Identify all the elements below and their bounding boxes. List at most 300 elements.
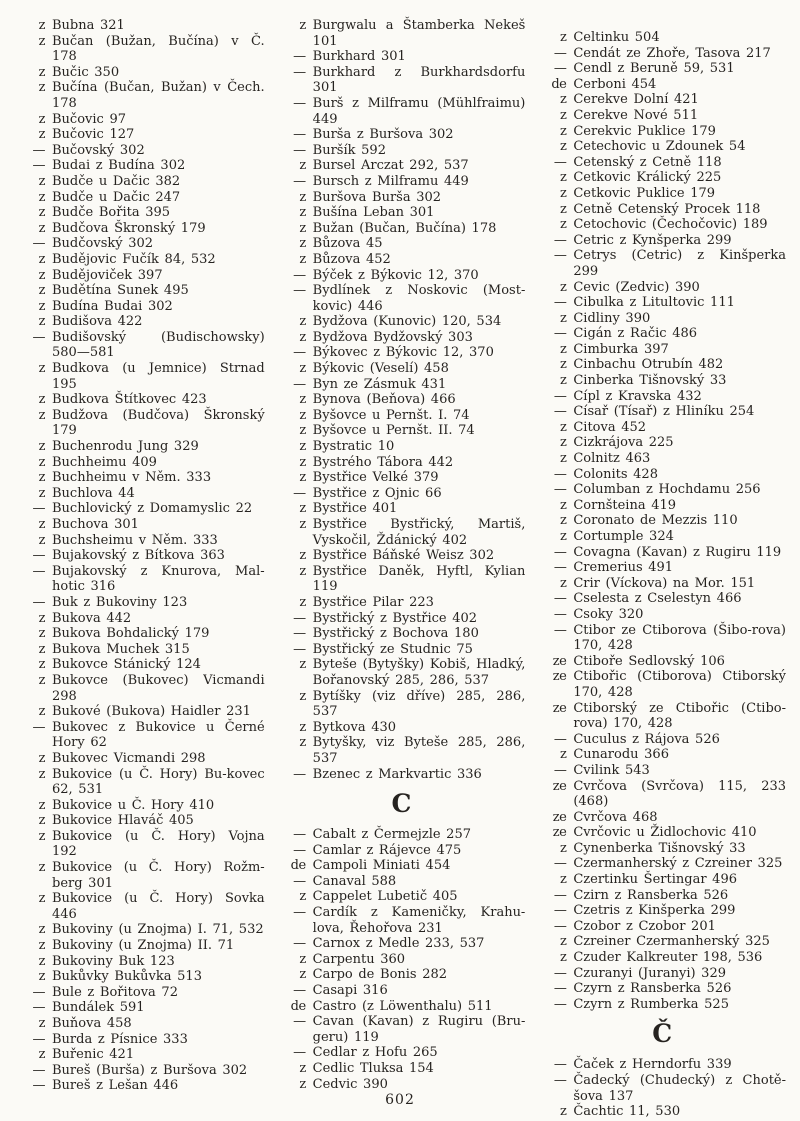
entry-prefix: z bbox=[299, 314, 306, 330]
index-entry bbox=[539, 186, 786, 202]
entry-text: Bukova Bohdalický 179 bbox=[52, 626, 210, 642]
entry-prefix: — bbox=[293, 49, 306, 65]
entry-prefix: z bbox=[38, 828, 45, 844]
index-entry bbox=[18, 252, 265, 268]
entry-prefix: z bbox=[299, 470, 306, 486]
index-entry bbox=[539, 498, 786, 514]
entry-prefix: z bbox=[559, 529, 567, 544]
entry-text: Budai z Budína 302 bbox=[52, 158, 186, 174]
entry-prefix: — bbox=[32, 329, 45, 345]
entry-prefix: — bbox=[553, 622, 567, 638]
entry-text: Buchlova 44 bbox=[52, 485, 135, 501]
entry-prefix: — bbox=[32, 1031, 45, 1047]
index-entry bbox=[539, 591, 786, 607]
index-entry bbox=[18, 34, 265, 65]
entry-prefix: — bbox=[293, 95, 306, 111]
index-entry bbox=[539, 997, 786, 1013]
index-entry bbox=[18, 236, 265, 252]
entry-prefix: ze bbox=[552, 700, 567, 716]
entry-prefix: ze bbox=[552, 653, 567, 669]
entry-prefix: — bbox=[553, 482, 567, 498]
entry-prefix: — bbox=[553, 606, 567, 622]
entry-prefix: — bbox=[32, 501, 45, 517]
section-heading: Č bbox=[652, 1019, 674, 1049]
index-entry bbox=[18, 486, 265, 502]
index-entry bbox=[539, 763, 786, 779]
entry-prefix: — bbox=[553, 965, 567, 981]
entry-prefix: z bbox=[299, 657, 306, 673]
index-entry bbox=[18, 1016, 265, 1032]
entry-text: Cerboni 454 bbox=[573, 76, 657, 92]
entry-prefix: — bbox=[553, 591, 567, 607]
entry-prefix: z bbox=[299, 158, 306, 174]
entry-text: Bůzova 45 bbox=[312, 236, 383, 252]
entry-text: Czermanherský z Czreiner 325 bbox=[573, 856, 783, 872]
entry-prefix: z bbox=[38, 189, 45, 205]
entry-prefix: — bbox=[553, 981, 567, 997]
entry-prefix: z bbox=[38, 64, 45, 80]
entry-prefix: — bbox=[293, 766, 306, 782]
entry-prefix: z bbox=[38, 173, 45, 189]
entry-text: Bundálek 591 bbox=[52, 1000, 145, 1016]
index-entry bbox=[539, 389, 786, 405]
index-entry bbox=[539, 981, 786, 997]
entry-prefix: z bbox=[559, 513, 567, 529]
entry-text: Cetric z Kynšperka 299 bbox=[573, 232, 732, 248]
entry-prefix: z bbox=[38, 766, 45, 782]
index-column-2 bbox=[279, 18, 526, 1092]
index-entry bbox=[539, 934, 786, 950]
index-entry bbox=[18, 829, 265, 860]
index-entry bbox=[539, 872, 786, 888]
index-entry bbox=[18, 361, 265, 392]
entry-text: Bystřice Bystřický, Martiš, Vyskočil, Ždánický 402 bbox=[312, 517, 526, 548]
entry-text: Bukovec z Bukovice u Černé Hory 62 bbox=[52, 719, 265, 751]
index-entry bbox=[18, 1063, 265, 1079]
entry-prefix: z bbox=[299, 18, 306, 33]
index-entry bbox=[279, 843, 526, 859]
index-entry bbox=[18, 65, 265, 81]
index-entry bbox=[279, 548, 526, 564]
entry-prefix: z bbox=[38, 361, 45, 377]
entry-text: Bučína (Bučan, Bužan) v Čech. 178 bbox=[52, 80, 265, 111]
index-entry bbox=[279, 657, 526, 688]
entry-text: Bučovic 97 bbox=[52, 111, 126, 127]
index-entry bbox=[539, 576, 786, 592]
entry-text: Cetenský z Cetně 118 bbox=[573, 154, 722, 170]
index-entry bbox=[18, 813, 265, 829]
entry-text: Bukoviny Buk 123 bbox=[52, 953, 175, 969]
entry-prefix: z bbox=[559, 357, 567, 373]
entry-prefix: — bbox=[553, 326, 567, 342]
entry-text: Cerekvic Puklice 179 bbox=[573, 123, 716, 139]
index-entry bbox=[279, 314, 526, 330]
entry-prefix: z bbox=[559, 934, 567, 950]
entry-prefix: z bbox=[38, 657, 45, 673]
entry-text: Ctiboře Sedlovský 106 bbox=[573, 653, 725, 669]
entry-text: Budžova (Budčova) Škronský 179 bbox=[52, 407, 265, 439]
entry-prefix: — bbox=[293, 142, 306, 158]
entry-text: Citova 452 bbox=[573, 419, 647, 435]
index-entry bbox=[279, 127, 526, 143]
index-entry bbox=[279, 49, 526, 65]
entry-text: Cornšteina 419 bbox=[573, 497, 677, 513]
index-entry bbox=[279, 905, 526, 936]
index-entry bbox=[539, 467, 786, 483]
entry-prefix: z bbox=[559, 435, 567, 451]
entry-prefix: z bbox=[559, 201, 567, 217]
entry-text: Cunarodu 366 bbox=[573, 747, 669, 763]
entry-text: Czreiner Czermanherský 325 bbox=[573, 934, 770, 950]
entry-text: Celtinku 504 bbox=[573, 30, 660, 45]
entry-prefix: z bbox=[299, 189, 306, 205]
entry-text: Burda z Písnice 333 bbox=[52, 1031, 188, 1047]
entry-prefix: z bbox=[38, 860, 45, 876]
entry-text: Bytkova 430 bbox=[312, 719, 397, 735]
index-entry bbox=[539, 170, 786, 186]
entry-prefix: z bbox=[299, 889, 306, 905]
entry-text: Buk z Bukoviny 123 bbox=[52, 594, 188, 610]
index-entry bbox=[539, 779, 786, 810]
index-entry bbox=[18, 127, 265, 143]
entry-prefix: z bbox=[38, 80, 45, 96]
index-entry bbox=[18, 470, 265, 486]
index-entry bbox=[279, 936, 526, 952]
entry-prefix: z bbox=[38, 797, 45, 813]
index-entry bbox=[18, 938, 265, 954]
entry-prefix: z bbox=[38, 704, 45, 720]
entry-prefix: z bbox=[299, 439, 306, 455]
entry-prefix: — bbox=[553, 404, 567, 420]
entry-prefix: z bbox=[38, 641, 45, 657]
index-entry bbox=[279, 1045, 526, 1061]
entry-text: Ctibor ze Ctiborova (Šibo-rova) 170, 428 bbox=[573, 622, 787, 654]
index-entry bbox=[18, 392, 265, 408]
entry-prefix: z bbox=[559, 451, 567, 467]
index-entry bbox=[539, 139, 786, 155]
index-entry bbox=[18, 1047, 265, 1063]
entry-prefix: z bbox=[559, 217, 567, 233]
entry-prefix: — bbox=[32, 563, 45, 579]
entry-text: Czertinku Šertingar 496 bbox=[573, 872, 737, 888]
index-entry bbox=[539, 669, 786, 700]
entry-text: Byšovce u Pernšt. II. 74 bbox=[312, 423, 475, 439]
entry-prefix: — bbox=[32, 984, 45, 1000]
entry-prefix: — bbox=[293, 283, 306, 299]
entry-prefix: z bbox=[299, 1061, 306, 1076]
entry-prefix: — bbox=[553, 731, 567, 747]
entry-prefix: z bbox=[38, 750, 45, 766]
entry-text: Budkova (u Jemnice) Strnad 195 bbox=[52, 361, 265, 392]
entry-prefix: — bbox=[32, 1000, 45, 1016]
entry-text: Buršík 592 bbox=[312, 142, 386, 158]
entry-text: Buchova 301 bbox=[52, 517, 139, 532]
entry-text: Čaček z Herndorfu 339 bbox=[573, 1057, 732, 1073]
index-entry bbox=[539, 311, 786, 327]
index-entry bbox=[539, 202, 786, 218]
index-entry bbox=[539, 46, 786, 62]
entry-prefix: z bbox=[299, 361, 306, 377]
entry-text: Bučan (Bužan, Bučína) v Č. 178 bbox=[52, 33, 265, 65]
index-entry bbox=[18, 205, 265, 221]
index-entry bbox=[279, 564, 526, 595]
index-entry bbox=[279, 1014, 526, 1045]
entry-text: Cinbachu Otrubín 482 bbox=[573, 357, 724, 373]
index-entry bbox=[539, 248, 786, 279]
entry-text: Ctibořic (Ctiborova) Ctiborský 170, 428 bbox=[573, 669, 787, 700]
entry-prefix: z bbox=[38, 532, 45, 548]
index-entry bbox=[279, 767, 526, 783]
index-entry bbox=[539, 108, 786, 124]
index-entry bbox=[539, 903, 786, 919]
index-entry bbox=[18, 891, 265, 922]
index-entry bbox=[279, 205, 526, 221]
entry-prefix: — bbox=[293, 173, 306, 189]
entry-text: Buřenic 421 bbox=[52, 1047, 135, 1063]
entry-text: Bystřice Pilar 223 bbox=[312, 594, 434, 610]
entry-prefix: — bbox=[32, 142, 45, 158]
entry-prefix: z bbox=[38, 283, 45, 299]
index-entry bbox=[279, 158, 526, 174]
index-entry bbox=[539, 77, 786, 93]
index-entry bbox=[539, 966, 786, 982]
entry-prefix: z bbox=[299, 329, 306, 345]
entry-prefix: z bbox=[38, 392, 45, 408]
entry-text: Bystřický z Bochova 180 bbox=[312, 626, 479, 642]
entry-prefix: — bbox=[293, 936, 306, 952]
entry-prefix: z bbox=[559, 497, 567, 513]
entry-prefix: z bbox=[38, 251, 45, 267]
index-entry bbox=[279, 330, 526, 346]
entry-text: Budětína Sunek 495 bbox=[52, 283, 189, 299]
index-entry bbox=[18, 548, 265, 564]
entry-prefix: z bbox=[38, 1047, 45, 1063]
index-entry bbox=[279, 268, 526, 284]
entry-text: Bystřice 401 bbox=[312, 501, 398, 517]
index-entry bbox=[18, 860, 265, 891]
index-entry bbox=[539, 654, 786, 670]
entry-prefix: — bbox=[553, 154, 567, 170]
entry-text: Bystřice z Ojnic 66 bbox=[312, 485, 442, 501]
entry-prefix: — bbox=[32, 1062, 45, 1078]
entry-prefix: z bbox=[299, 563, 306, 579]
entry-text: Bukové (Bukova) Haidler 231 bbox=[52, 704, 251, 720]
entry-prefix: z bbox=[38, 485, 45, 501]
entry-text: Coronato de Mezzis 110 bbox=[573, 513, 738, 529]
index-columns bbox=[18, 18, 786, 1120]
entry-prefix: z bbox=[38, 517, 45, 532]
index-entry bbox=[539, 326, 786, 342]
entry-prefix: — bbox=[32, 719, 45, 735]
index-entry bbox=[279, 236, 526, 252]
entry-text: Bukoviny (u Znojma) II. 71 bbox=[52, 938, 235, 954]
index-entry bbox=[539, 919, 786, 935]
index-entry bbox=[279, 361, 526, 377]
index-entry bbox=[18, 455, 265, 471]
index-entry bbox=[539, 701, 786, 732]
index-entry bbox=[18, 642, 265, 658]
index-entry bbox=[539, 404, 786, 420]
entry-text: Cigán z Račic 486 bbox=[573, 326, 698, 342]
entry-text: Cetně Cetenský Procek 118 bbox=[573, 201, 761, 217]
index-entry bbox=[18, 158, 265, 174]
entry-text: Cetochovic (Čechočovic) 189 bbox=[573, 217, 768, 233]
entry-prefix: ze bbox=[552, 809, 567, 825]
entry-prefix: — bbox=[293, 905, 306, 921]
entry-text: Buchheimu 409 bbox=[52, 454, 157, 470]
page-number: 602 bbox=[385, 1092, 415, 1109]
index-entry bbox=[539, 529, 786, 545]
index-entry bbox=[539, 1057, 786, 1073]
entry-prefix: z bbox=[38, 18, 45, 33]
index-entry bbox=[539, 888, 786, 904]
entry-prefix: de bbox=[290, 998, 306, 1014]
entry-text: Crir (Víckova) na Mor. 151 bbox=[573, 575, 756, 591]
entry-prefix: z bbox=[299, 423, 306, 439]
entry-prefix: z bbox=[38, 439, 45, 455]
entry-text: Bušína Leban 301 bbox=[312, 205, 435, 221]
index-entry bbox=[539, 435, 786, 451]
index-entry bbox=[18, 190, 265, 206]
entry-prefix: z bbox=[38, 33, 45, 49]
index-entry bbox=[279, 1061, 526, 1077]
index-entry bbox=[539, 607, 786, 623]
entry-prefix: z bbox=[299, 594, 306, 610]
index-entry bbox=[279, 221, 526, 237]
entry-prefix: — bbox=[553, 295, 567, 311]
index-entry bbox=[279, 595, 526, 611]
entry-text: Carnox z Medle 233, 537 bbox=[312, 936, 485, 952]
entry-text: Čachtic 11, 530 bbox=[573, 1104, 681, 1120]
entry-prefix: — bbox=[293, 842, 306, 858]
entry-text: Cardík z Kameničky, Krahu-lova, Řehořova 231 bbox=[312, 905, 526, 936]
index-entry bbox=[18, 751, 265, 767]
entry-text: Bystřice Báňské Weisz 302 bbox=[312, 548, 495, 564]
index-entry bbox=[279, 190, 526, 206]
entry-text: Cortumple 324 bbox=[573, 529, 674, 544]
index-entry bbox=[539, 825, 786, 841]
entry-prefix: z bbox=[299, 719, 306, 735]
entry-prefix: — bbox=[293, 345, 306, 361]
entry-text: Cedlar z Hofu 265 bbox=[312, 1045, 438, 1061]
index-entry bbox=[18, 299, 265, 315]
index-entry bbox=[279, 439, 526, 455]
index-entry bbox=[539, 482, 786, 498]
entry-text: Bukova Muchek 315 bbox=[52, 641, 190, 657]
entry-text: Carpentu 360 bbox=[312, 951, 406, 967]
entry-prefix: — bbox=[32, 236, 45, 252]
index-entry bbox=[18, 1000, 265, 1016]
entry-prefix: z bbox=[559, 419, 567, 435]
entry-text: Cremerius 491 bbox=[573, 560, 674, 576]
entry-text: Burš z Milframu (Mühlfraimu) 449 bbox=[312, 95, 526, 127]
entry-text: Bydlínek z Noskovic (Most-kovic) 446 bbox=[312, 283, 526, 314]
entry-prefix: z bbox=[559, 310, 567, 326]
entry-text: Buňova 458 bbox=[52, 1016, 132, 1031]
entry-text: Cedlic Tluksa 154 bbox=[312, 1061, 434, 1076]
entry-prefix: — bbox=[553, 232, 567, 248]
entry-prefix: — bbox=[32, 548, 45, 564]
entry-prefix: z bbox=[38, 891, 45, 907]
index-entry bbox=[18, 985, 265, 1001]
index-column-3 bbox=[539, 18, 786, 1120]
entry-prefix: z bbox=[559, 185, 567, 201]
entry-prefix: z bbox=[559, 279, 567, 295]
entry-prefix: z bbox=[38, 205, 45, 221]
index-entry bbox=[539, 342, 786, 358]
index-entry bbox=[539, 623, 786, 654]
entry-prefix: z bbox=[299, 220, 306, 236]
entry-prefix: z bbox=[559, 30, 567, 45]
entry-prefix: — bbox=[293, 610, 306, 626]
entry-prefix: z bbox=[299, 951, 306, 967]
entry-text: Byšovce u Pernšt. I. 74 bbox=[312, 407, 470, 423]
entry-text: Budkova Štítkovec 423 bbox=[52, 392, 207, 408]
index-entry bbox=[18, 143, 265, 159]
index-entry bbox=[539, 950, 786, 966]
index-entry bbox=[279, 377, 526, 393]
index-entry bbox=[539, 451, 786, 467]
entry-prefix: z bbox=[299, 454, 306, 470]
index-entry bbox=[18, 533, 265, 549]
entry-prefix: z bbox=[559, 92, 567, 108]
entry-prefix: z bbox=[38, 672, 45, 688]
entry-text: Bukovice u Č. Hory 410 bbox=[52, 797, 215, 813]
index-column-1 bbox=[18, 18, 265, 1094]
entry-text: Bukovce (Bukovec) Vicmandi 298 bbox=[52, 672, 265, 704]
entry-prefix: z bbox=[38, 969, 45, 985]
entry-prefix: z bbox=[38, 267, 45, 283]
index-entry bbox=[279, 252, 526, 268]
entry-prefix: z bbox=[38, 922, 45, 938]
entry-text: Bystřický ze Studnic 75 bbox=[312, 641, 473, 657]
entry-text: Bule z Bořitova 72 bbox=[52, 984, 178, 1000]
entry-prefix: z bbox=[299, 236, 306, 252]
entry-text: Cselesta z Cselestyn 466 bbox=[573, 591, 742, 607]
entry-prefix: z bbox=[38, 813, 45, 829]
entry-prefix: — bbox=[553, 248, 567, 264]
index-entry bbox=[18, 330, 265, 361]
entry-prefix: — bbox=[293, 485, 306, 501]
entry-text: Budče u Dačic 382 bbox=[52, 173, 181, 189]
entry-text: Bystřice Daněk, Hyftl, Kylian 119 bbox=[312, 563, 526, 595]
entry-text: Cinberka Tišnovský 33 bbox=[573, 373, 727, 389]
index-entry bbox=[18, 18, 265, 34]
entry-text: Budějoviček 397 bbox=[52, 267, 163, 283]
entry-text: Cetkovic Puklice 179 bbox=[573, 185, 716, 201]
index-entry bbox=[279, 1077, 526, 1093]
index-entry bbox=[279, 626, 526, 642]
entry-text: Cerekve Nové 511 bbox=[573, 107, 699, 123]
entry-prefix: z bbox=[559, 747, 567, 763]
entry-prefix: z bbox=[559, 840, 567, 856]
entry-prefix: — bbox=[293, 626, 306, 642]
index-entry bbox=[279, 689, 526, 720]
entry-text: Burgwalu a Štamberka Nekeš 101 bbox=[312, 18, 526, 49]
index-entry bbox=[279, 720, 526, 736]
entry-text: Cappelet Lubetič 405 bbox=[312, 889, 458, 905]
entry-prefix: — bbox=[293, 1014, 306, 1030]
index-entry bbox=[279, 423, 526, 439]
index-entry bbox=[539, 280, 786, 296]
entry-prefix: z bbox=[299, 548, 306, 564]
entry-text: Bureš z Lešan 446 bbox=[52, 1078, 179, 1094]
index-entry bbox=[18, 174, 265, 190]
index-entry bbox=[279, 827, 526, 843]
index-entry bbox=[18, 595, 265, 611]
entry-text: Burkhard 301 bbox=[312, 49, 406, 65]
entry-text: Bukovice Hlaváč 405 bbox=[52, 813, 194, 829]
